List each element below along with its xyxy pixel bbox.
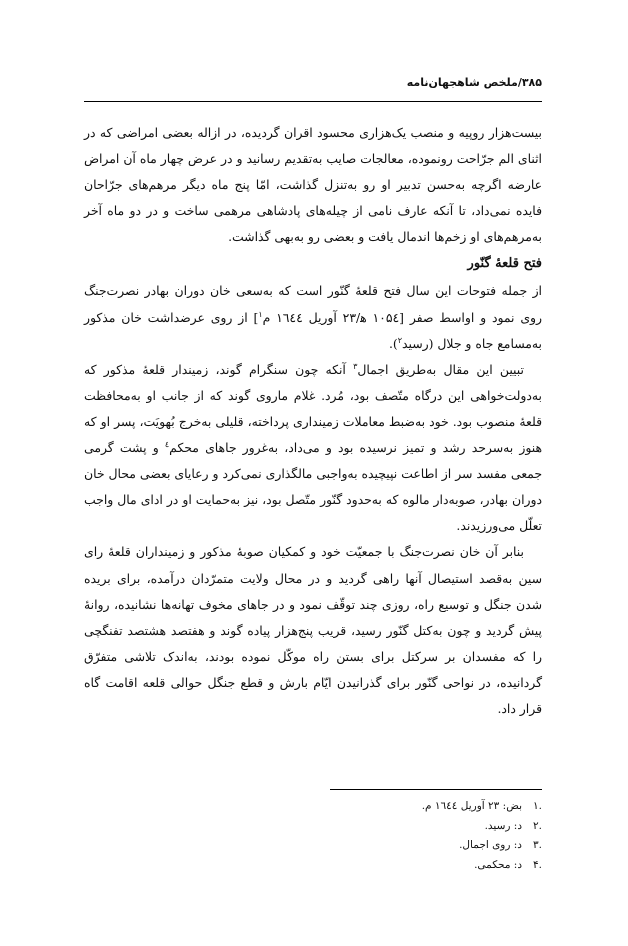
footnote-item — [84, 836, 542, 856]
paragraph-2-part-c: ). — [388, 335, 398, 351]
header-rule — [84, 101, 542, 102]
body-text — [84, 120, 542, 722]
footnote-text: د: روی اجمال. — [459, 839, 522, 851]
paragraph-2 — [84, 278, 542, 356]
footnote-text: بض: ۲۳ آوریل ۱٦٤٤ م. — [421, 800, 522, 812]
running-head: ۳۸۵/ملخص شاهجهان‌نامه — [406, 76, 542, 89]
footnote-ref-1[interactable]: ۱ — [258, 309, 263, 319]
paragraph-3-part-b: آنکه چون سنگرام گوند، زمیندار قلعهٔ مذکور که به‌دولت‌خواهی این درگاه متّصف بود، مُرد. غلام ماروی گوند که از جانب او به‌محافظت قلعهٔ منصوب بود. خود به‌ضبط معاملات زمینداری پرداخته، قلیلی به‌خرج بُهویَت، پسر او که هنوز به‌سرحد رشد و تمیز نرسیده بود و می‌داد، به‌غرور جاهای محکم — [84, 361, 542, 456]
paragraph-4: بنابر آن خان نصرت‌جنگ با جمعیّت خود و کمکیان صوبهٔ مذکور و زمینداران قلعهٔ رای سین به‌قصد استیصال آنها راهی گردید و در محال ولایت متمرّدان درآمده، برای بریده شدن جنگل و توسیع راه، روزی چند توقّف نمود و در جاهای مخوف تهانه‌ها نشانیده، روانهٔ پیش گردید و چون به‌کتل گنّور رسید، قریب پنج‌هزار پیاده گوند و هفتصد هشتصد تفنگچی را که مفسدان بر سرکتل برای بستن راه موکّل نموده بودند، به‌اندک تلاشی متفرّق گردانیده، در نواحی گنّور برای گذرانیدن ایّام بارش و قطع جنگل حوالی قلعه اقامت گاه قرار داد. — [84, 544, 542, 716]
footnote-ref-3[interactable]: ۳ — [353, 361, 358, 371]
footnote-ref-4[interactable]: ٤ — [164, 439, 170, 449]
footnote-item — [84, 817, 542, 837]
paragraph-2-part-b: ] از روی عرضداشت خان مذکور به‌مسامع جاه و جلال (رسید — [84, 309, 542, 351]
section-heading: فتح قلعهٔ گنّور — [467, 256, 542, 272]
footnote-item — [84, 797, 542, 817]
footnote-number: .۴ — [533, 858, 542, 871]
footnote-rule — [330, 789, 542, 790]
footnote-text: د: محکمی. — [474, 858, 522, 871]
footnote-item — [84, 856, 542, 876]
footnote-number: .۲ — [533, 819, 542, 832]
paragraph-1: بیست‌هزار روپیه و منصب یک‌هزاری محسود اقران گردیده، در ازاله بعضی امراضی که در اثنای الم جرّاحت رونموده، معالجات صایب به‌تقدیم رسانید و در عرض چهار ماه آن امراض عارضه اگرچه به‌حسن تدبیر او رو به‌تنزل گذاشت، امّا پنج ماه دیگر مرهم‌های جرّاحان فایده نمی‌داد، تا آنکه عارف نامی از چیله‌های پادشاهی مرهمی ساخت و در دو ماه آخر به‌مرهم‌های او زخم‌ها اندمال یافت و بعضی رو به‌بهی گذاشت. — [84, 125, 542, 245]
footnote-number: .۳ — [533, 839, 542, 851]
footnote-number: .۱ — [533, 800, 542, 812]
paragraph-3-part-c: و پشت گرمی جمعی مفسد سر از اطاعت نپیچیده به‌واجبی مالگذاری نمی‌کرد و رعایای بعضی محال خان دوران بهادر، صوبه‌دار مالوه که به‌حدود گنّور متّصل بود، نیز به‌حمایت او در ادای مال واجب تعلّل می‌ورزیدند. — [84, 440, 542, 534]
paragraph-2-part-a: از جمله فتوحات این سال فتح قلعهٔ گنّور است که به‌سعی خان دوران بهادر نصرت‌جنگ روی نمود و اواسط صفر [۱۰۵٤ ه‍/۲۳ آوریل ۱٦٤٤ م — [84, 283, 542, 325]
paragraph-3-part-a: تبیین این مقال به‌طریق اجمال — [357, 361, 524, 377]
footnotes — [84, 797, 542, 875]
footnote-ref-2[interactable]: ۲ — [397, 335, 403, 345]
footnote-text: د: رسید. — [484, 819, 522, 832]
paragraph-3 — [84, 357, 542, 540]
